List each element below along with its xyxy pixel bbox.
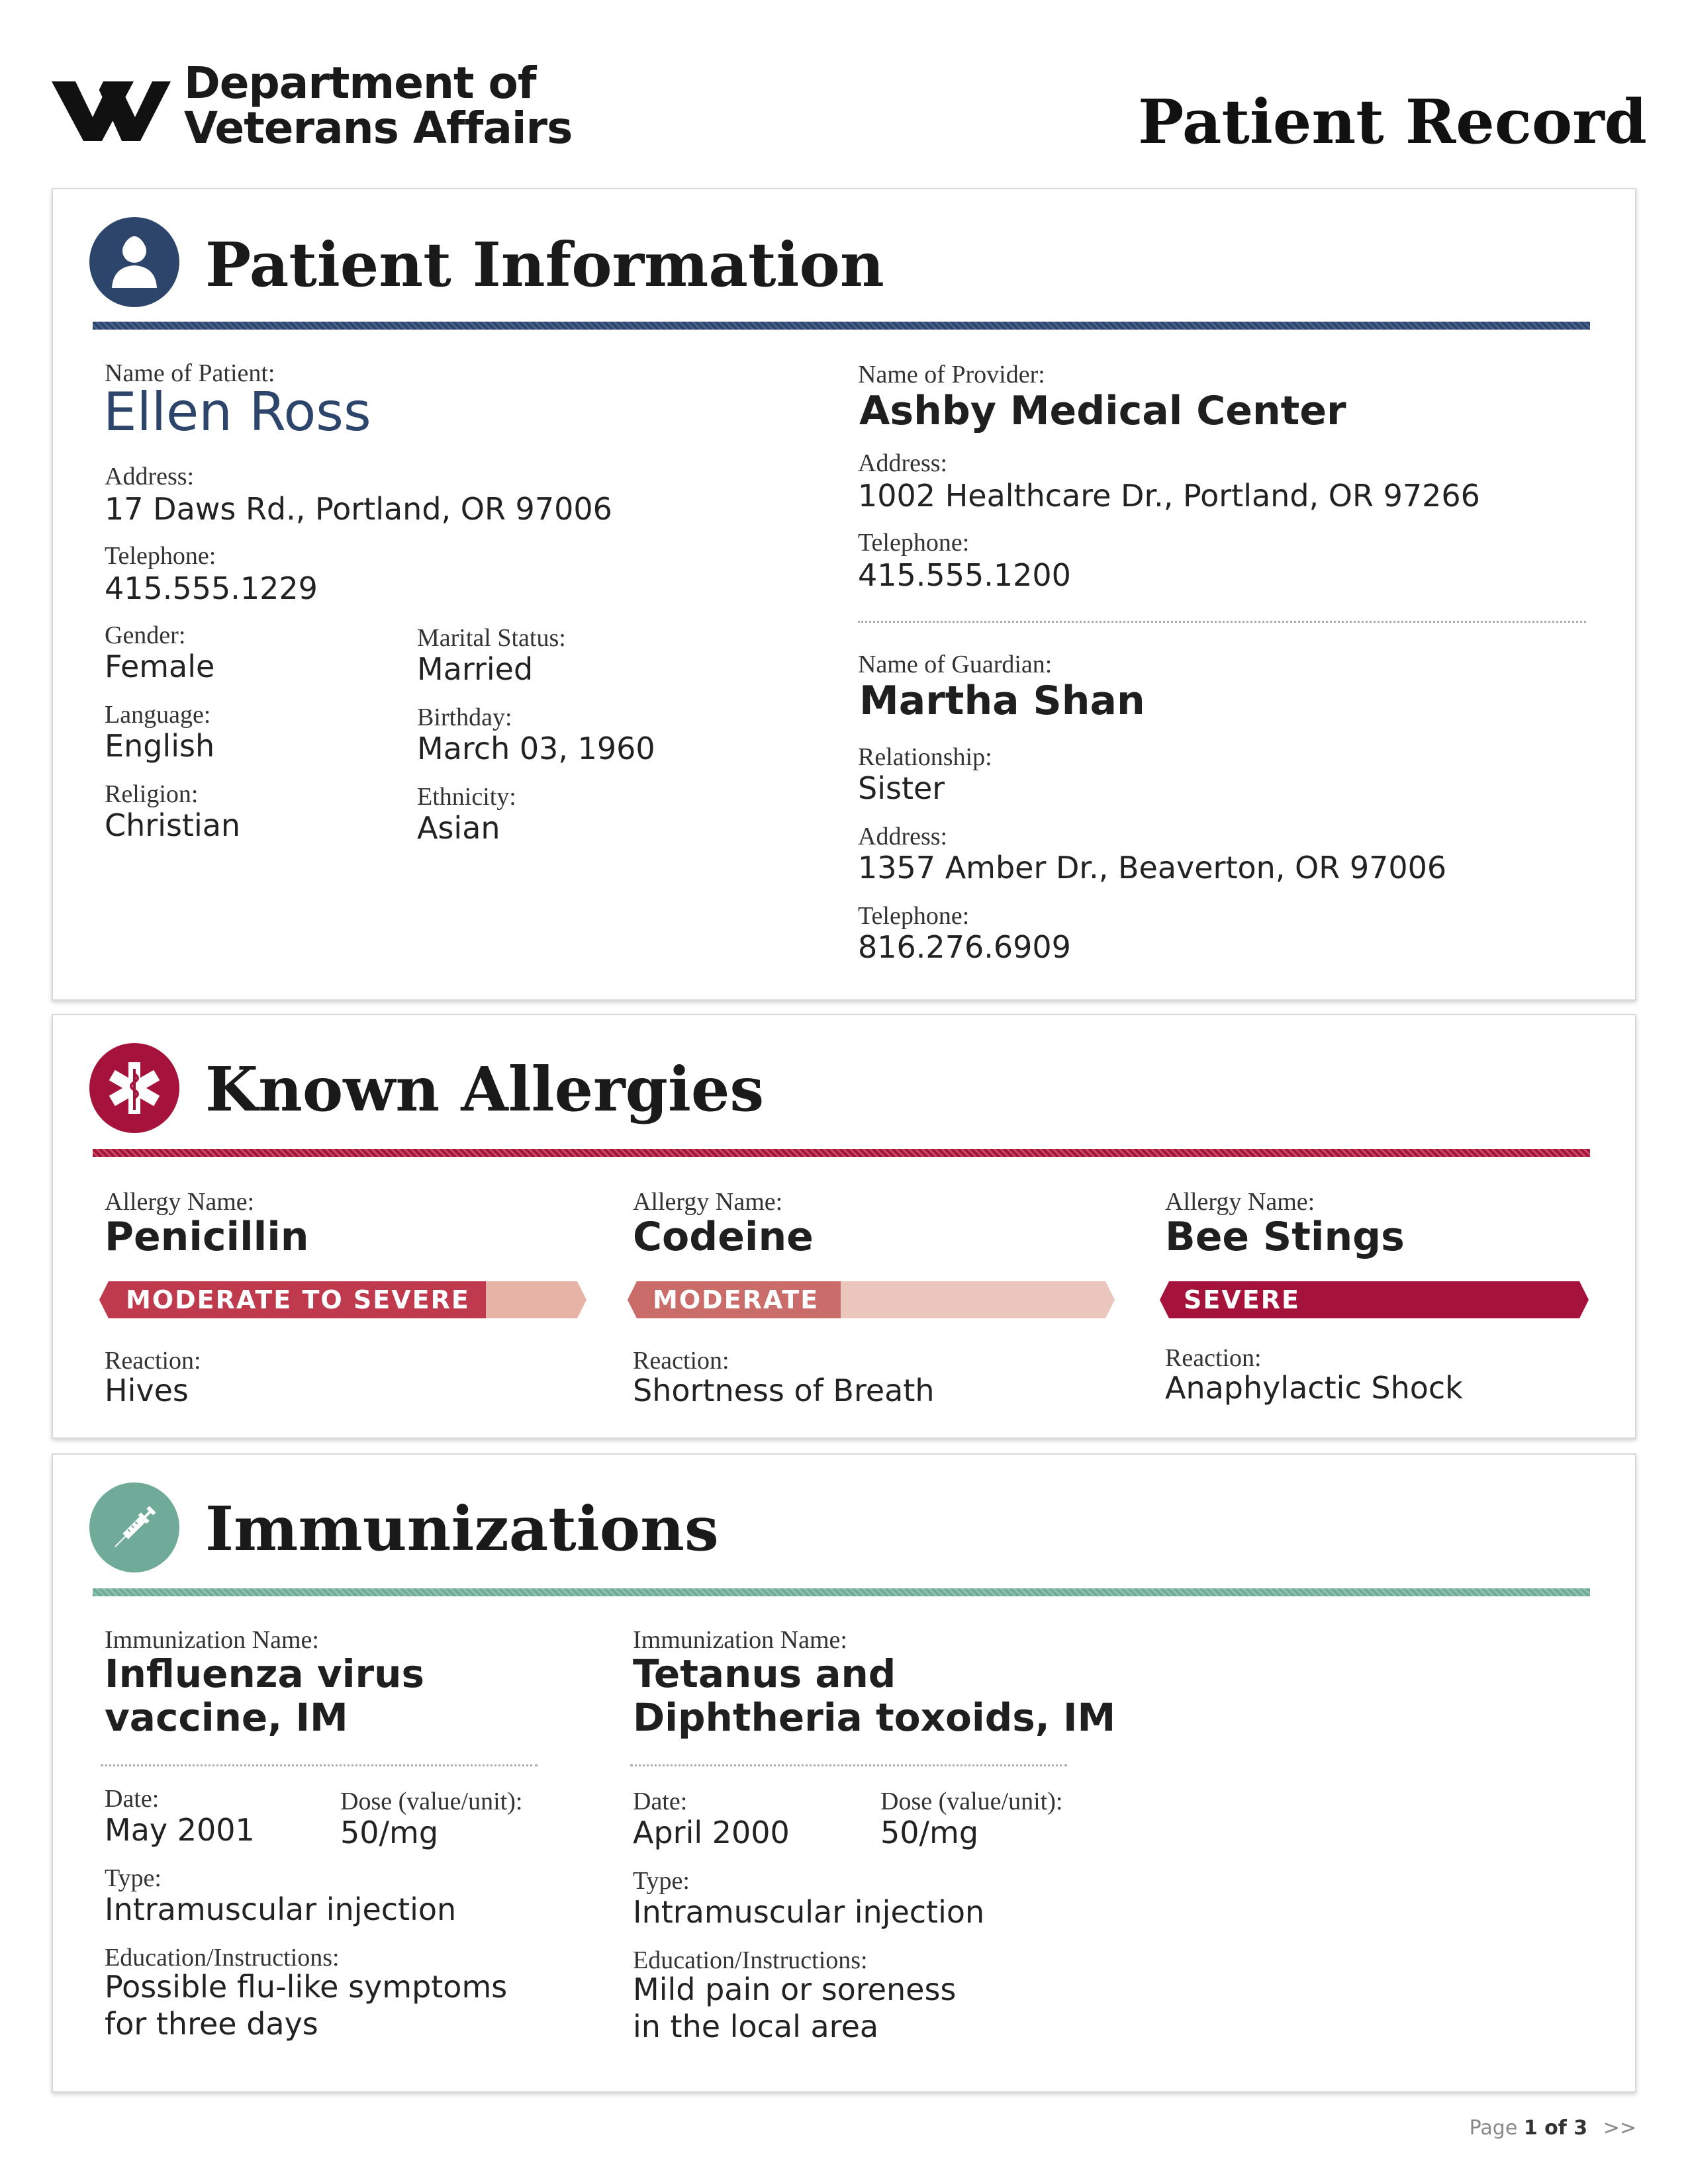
provider-telephone-label: Telephone:: [858, 529, 970, 557]
date-value: April 2000: [633, 1815, 790, 1850]
known-allergies-card: [52, 1014, 1636, 1439]
page-word: Page: [1469, 2116, 1518, 2140]
guardian-telephone: 816.276.6909: [858, 929, 1071, 965]
immunization-name: [633, 1652, 1115, 1739]
patient-name-label: Name of Patient:: [105, 359, 275, 387]
divider: [630, 1764, 1067, 1766]
reaction-label: Reaction:: [1165, 1344, 1262, 1372]
type-value: Intramuscular injection: [633, 1894, 985, 1930]
reaction-value: Anaphylactic Shock: [1165, 1370, 1463, 1406]
allergy-name: Codeine: [633, 1214, 814, 1260]
next-page-link[interactable]: >>: [1603, 2116, 1636, 2140]
va-logo: [52, 58, 573, 154]
divider: [858, 621, 1586, 623]
allergy-name: Bee Stings: [1165, 1214, 1405, 1260]
dose-value: 50/mg: [880, 1815, 979, 1850]
religion-value: Christian: [105, 807, 241, 843]
patient-name: Ellen Ross: [103, 381, 371, 443]
severity-label: SEVERE: [1184, 1285, 1300, 1314]
type-label: Type:: [633, 1867, 690, 1895]
guardian-telephone-label: Telephone:: [858, 902, 970, 930]
page-indicator: [1470, 2116, 1636, 2140]
allergy-name-label: Allergy Name:: [1165, 1188, 1315, 1216]
reaction-value: Hives: [105, 1373, 189, 1408]
immunization-name-label: Immunization Name:: [105, 1626, 319, 1654]
guardian-address-label: Address:: [858, 823, 948, 850]
education-line-1: Mild pain or soreness: [633, 1972, 957, 2007]
dose-label: Dose (value/unit):: [340, 1788, 523, 1815]
logo-line-1: Department of: [184, 58, 536, 109]
immunization-name-label: Immunization Name:: [633, 1626, 847, 1654]
guardian-name: Martha Shan: [859, 678, 1145, 724]
marital-status-value: Married: [417, 651, 534, 687]
severity-badge: [1160, 1281, 1589, 1318]
divider: [101, 1764, 538, 1766]
immunization-name-line-2: vaccine, IM: [105, 1695, 348, 1740]
immunization-name-line-1: Influenza virus: [105, 1651, 424, 1696]
dose-label: Dose (value/unit):: [880, 1788, 1063, 1815]
relationship-label: Relationship:: [858, 743, 992, 771]
gender-label: Gender:: [105, 621, 186, 649]
logo-line-2: Veterans Affairs: [184, 103, 573, 154]
type-label: Type:: [105, 1864, 162, 1892]
severity-label: MODERATE TO SEVERE: [126, 1285, 470, 1314]
immunization-name: [105, 1652, 424, 1739]
document-title: Patient Record: [1138, 86, 1647, 158]
severity-badge: [628, 1281, 1115, 1318]
va-logo-text: [184, 58, 573, 154]
patient-address: 17 Daws Rd., Portland, OR 97006: [105, 491, 612, 527]
syringe-icon: [89, 1482, 179, 1572]
person-icon: [89, 217, 179, 307]
severity-label: MODERATE: [653, 1285, 820, 1314]
education-line-2: for three days: [105, 2006, 318, 2042]
va-logo-icon: [52, 63, 171, 149]
allergy-name-label: Allergy Name:: [105, 1188, 255, 1216]
patient-telephone: 415.555.1229: [105, 570, 318, 606]
immunizations-card: [52, 1453, 1636, 2093]
education-value: [105, 1968, 507, 2042]
section-title: Known Allergies: [205, 1054, 765, 1125]
gender-value: Female: [105, 649, 215, 684]
guardian-address: 1357 Amber Dr., Beaverton, OR 97006: [858, 850, 1447, 886]
provider-name-label: Name of Provider:: [858, 361, 1045, 388]
section-rule: [93, 322, 1590, 330]
page-number: 1 of 3: [1523, 2116, 1588, 2140]
severity-badge: [99, 1281, 586, 1318]
allergy-name: Penicillin: [105, 1214, 309, 1260]
medical-star-icon: [89, 1043, 179, 1133]
provider-telephone: 415.555.1200: [858, 557, 1071, 593]
section-title: Patient Information: [205, 229, 884, 300]
immunization-name-line-2: Diphtheria toxoids, IM: [633, 1695, 1116, 1740]
patient-information-card: [52, 188, 1636, 1001]
language-label: Language:: [105, 701, 211, 729]
reaction-label: Reaction:: [633, 1347, 729, 1375]
provider-address-label: Address:: [858, 449, 948, 477]
section-rule: [93, 1149, 1590, 1157]
birthday-value: March 03, 1960: [417, 731, 655, 766]
dose-value: 50/mg: [340, 1815, 439, 1850]
education-label: Education/Instructions:: [633, 1946, 868, 1974]
marital-status-label: Marital Status:: [417, 624, 566, 652]
date-value: May 2001: [105, 1812, 255, 1848]
language-value: English: [105, 728, 215, 764]
section-title: Immunizations: [205, 1493, 719, 1565]
date-label: Date:: [105, 1785, 160, 1813]
relationship-value: Sister: [858, 770, 945, 806]
education-label: Education/Instructions:: [105, 1944, 340, 1972]
provider-name: Ashby Medical Center: [859, 388, 1346, 434]
patient-telephone-label: Telephone:: [105, 542, 216, 570]
education-line-1: Possible flu-like symptoms: [105, 1969, 508, 2005]
religion-label: Religion:: [105, 780, 199, 808]
provider-address: 1002 Healthcare Dr., Portland, OR 97266: [858, 478, 1480, 514]
education-line-2: in the local area: [633, 2009, 879, 2044]
immunization-name-line-1: Tetanus and: [633, 1651, 896, 1696]
patient-address-label: Address:: [105, 463, 195, 490]
birthday-label: Birthday:: [417, 704, 512, 731]
reaction-value: Shortness of Breath: [633, 1373, 935, 1408]
type-value: Intramuscular injection: [105, 1891, 457, 1927]
ethnicity-label: Ethnicity:: [417, 783, 516, 811]
date-label: Date:: [633, 1788, 688, 1815]
guardian-name-label: Name of Guardian:: [858, 651, 1053, 678]
ethnicity-value: Asian: [417, 810, 500, 846]
education-value: [633, 1971, 956, 2045]
allergy-name-label: Allergy Name:: [633, 1188, 783, 1216]
section-rule: [93, 1588, 1590, 1596]
reaction-label: Reaction:: [105, 1347, 201, 1375]
